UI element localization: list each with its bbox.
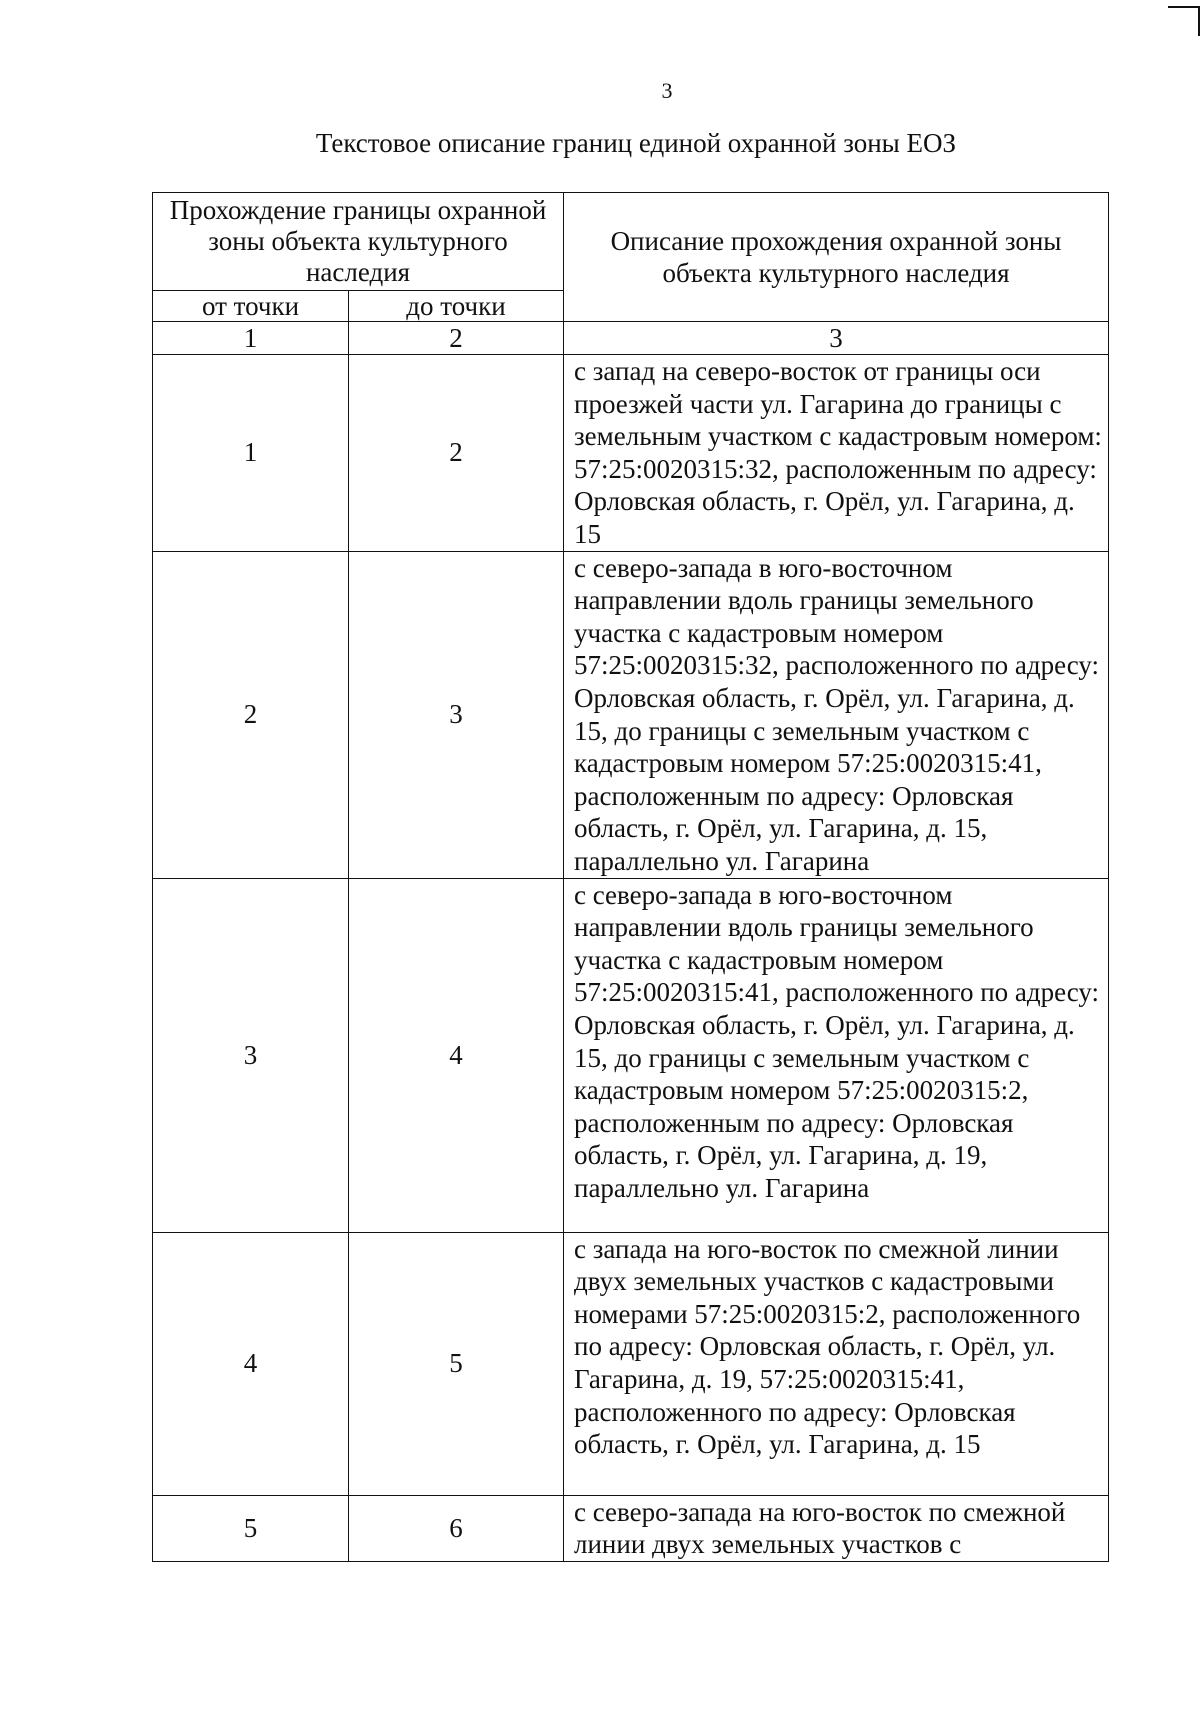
header-from-point: от точки bbox=[153, 291, 349, 322]
corner-crop-mark bbox=[1168, 6, 1200, 36]
from-point-cell: 3 bbox=[153, 878, 349, 1232]
from-point-cell: 2 bbox=[153, 551, 349, 878]
table-row bbox=[153, 1495, 1109, 1561]
table-row bbox=[153, 1232, 1109, 1495]
table-row bbox=[153, 551, 1109, 878]
to-point-cell: 6 bbox=[349, 1495, 564, 1561]
header-to-point: до точки bbox=[349, 291, 564, 322]
table-row bbox=[153, 878, 1109, 1232]
from-point-cell: 4 bbox=[153, 1232, 349, 1495]
from-point-cell: 5 bbox=[153, 1495, 349, 1561]
document-title: Текстовое описание границ единой охранной зоны ЕОЗ bbox=[315, 128, 957, 158]
description-cell: с запада на юго-восток по смежной линии двух земельных участков с кадастровыми номерами 57:25:0020315:2, расположенного по адресу: Орловская область, г. Орёл, ул. Гагарина, д. 19, 57:25:0020315:41, расположенного по адресу: Орловская область, г. Орёл, ул. Гагарина, д. 15 bbox=[564, 1232, 1109, 1495]
description-cell: с запад на северо-восток от границы оси проезжей части ул. Гагарина до границы с земельным участком с кадастровым номером: 57:25:0020315:32, расположенным по адресу: Орловская область, г. Орёл, ул. Гагарина, д. 15 bbox=[564, 355, 1109, 552]
description-cell: с северо-запада на юго-восток по смежной линии двух земельных участков с bbox=[564, 1495, 1109, 1561]
description-cell: с северо-запада в юго-восточном направлении вдоль границы земельного участка с кадастровым номером 57:25:0020315:32, расположенного по адресу: Орловская область, г. Орёл, ул. Гагарина, д. 15, до границы с земельным участком с кадастровым номером 57:25:0020315:41, расположенным по адресу: Орловская область, г. Орёл, ул. Гагарина, д. 15, параллельно ул. Гагарина bbox=[564, 551, 1109, 878]
column-number: 3 bbox=[564, 322, 1109, 355]
column-number-row bbox=[153, 322, 1109, 355]
to-point-cell: 4 bbox=[349, 878, 564, 1232]
column-number: 1 bbox=[153, 322, 349, 355]
to-point-cell: 2 bbox=[349, 355, 564, 552]
to-point-cell: 5 bbox=[349, 1232, 564, 1495]
table-row bbox=[153, 355, 1109, 552]
boundary-description-table bbox=[152, 192, 1109, 1562]
from-point-cell: 1 bbox=[153, 355, 349, 552]
header-row bbox=[153, 193, 1109, 291]
to-point-cell: 3 bbox=[349, 551, 564, 878]
page-number: 3 bbox=[661, 78, 673, 103]
header-boundary-passage: Прохождение границы охранной зоны объекта культурного наследия bbox=[153, 193, 564, 291]
column-number: 2 bbox=[349, 322, 564, 355]
description-cell: с северо-запада в юго-восточном направлении вдоль границы земельного участка с кадастровым номером 57:25:0020315:41, расположенного по адресу: Орловская область, г. Орёл, ул. Гагарина, д. 15, до границы с земельным участком с кадастровым номером 57:25:0020315:2, расположенным по адресу: Орловская область, г. Орёл, ул. Гагарина, д. 19, параллельно ул. Гагарина bbox=[564, 878, 1109, 1232]
header-description: Описание прохождения охранной зоны объекта культурного наследия bbox=[564, 193, 1109, 322]
